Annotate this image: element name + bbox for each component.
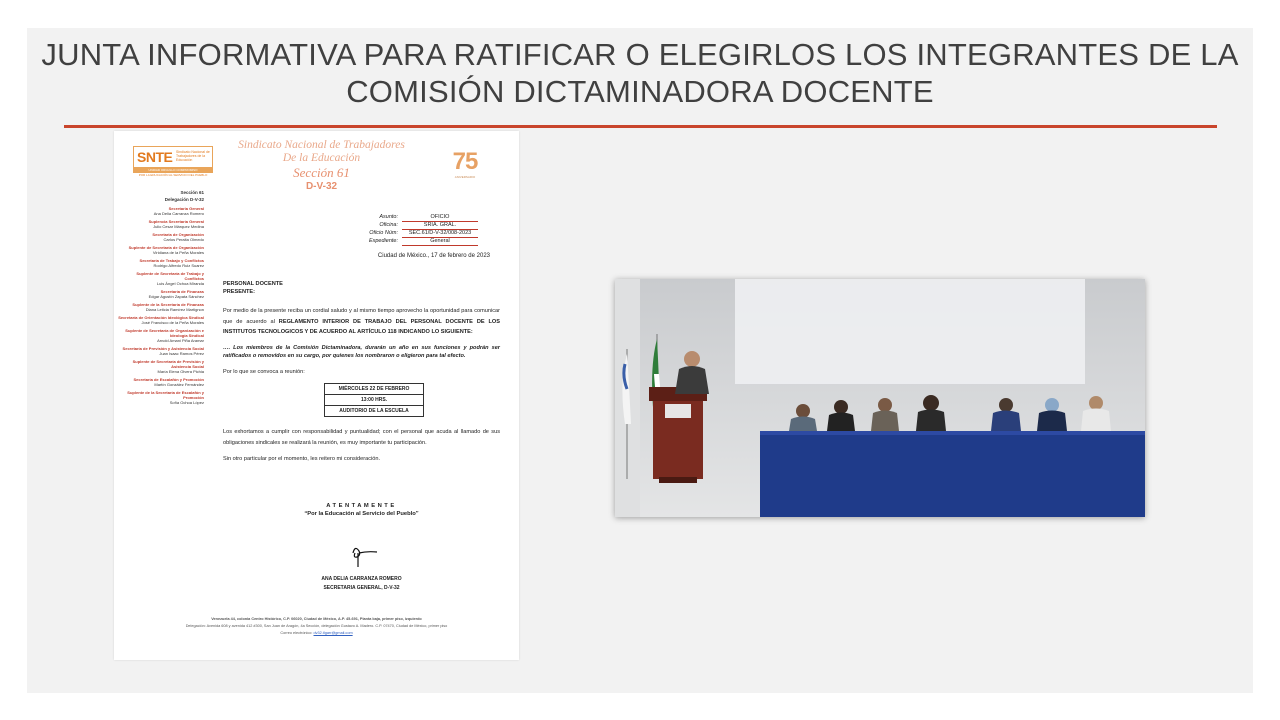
paragraph-2: Los exhortamos a cumplir con responsabilidad y puntualidad; con el personal que acuda al llamado de sus obligaciones sindicales se realizará la reunión, es muy importante tu participación. xyxy=(223,429,500,446)
officer-name: Juan Isaac Ramos Pérez xyxy=(159,351,204,356)
letter-date: Ciudad de México., 17 de febrero de 2023 xyxy=(377,253,490,259)
signer-title: SECRETARIA GENERAL, D-V-32 xyxy=(323,585,400,591)
article-quote: …. Los miembros de la Comisión Dictaminadora, durarán un año en sus funciones y podrán ser ratificados o removidos en su cargo, por quienes los nombraron o eligieron para tal efecto. xyxy=(223,344,500,359)
officer-role: Secretaría de Previsión y Asistencia Social xyxy=(122,346,204,351)
signer-block xyxy=(223,575,500,593)
anniversary-number: 75 xyxy=(452,148,478,175)
anniversary-logo xyxy=(450,149,480,183)
signature-graphic xyxy=(349,543,383,569)
union-heading xyxy=(209,139,434,193)
officer-role: Secretaría de Trabajo y Conflictos xyxy=(139,258,204,263)
officers-sidebar xyxy=(118,189,204,405)
officer-role: Suplente de la Secretaría de Finanzas xyxy=(132,302,204,307)
meta-row-exp xyxy=(354,238,494,246)
officer-name: Carlos Peralta Olmedo xyxy=(163,237,204,242)
officer-role: Suplente de la Secretaría de Escalafón y Promoción xyxy=(127,390,204,400)
projection-screen xyxy=(735,279,1085,384)
officer-role: Suplencia Secretaría General xyxy=(148,219,204,224)
officer-name: Sofía Ochoa López xyxy=(169,400,204,405)
slide-title-line1: JUNTA INFORMATIVA PARA RATIFICAR O ELEGIRLOS LOS INTEGRANTES DE LA xyxy=(41,37,1239,72)
meta-label: Oficio Núm: xyxy=(369,230,398,236)
officer-name: Viridiana de la Peña Morales xyxy=(152,250,204,255)
slide xyxy=(27,28,1253,693)
meta-label: Expediente: xyxy=(368,238,398,244)
officer-name: Edgar Agustín Zapata Sánchez xyxy=(148,294,204,299)
snte-logo xyxy=(133,146,213,176)
paragraph-1 xyxy=(223,306,500,338)
recipient: PERSONAL DOCENTE xyxy=(223,281,283,287)
meta-value: SRIA. GRAL. xyxy=(402,222,478,230)
letter-body xyxy=(223,281,500,471)
slide-title-line2: COMISIÓN DICTAMINADORA DOCENTE xyxy=(346,74,934,109)
closing: ATENTAMENTE xyxy=(326,503,397,509)
logo-tagline: POR LA EDUCACIÓN AL SERVICIO DEL PUEBLO xyxy=(138,173,208,177)
footer-line3 xyxy=(124,630,509,637)
officer-name: José Francisco de la Peña Morales xyxy=(141,320,204,325)
sidebar-section: Sección 61 xyxy=(180,190,204,195)
motto: “Por la Educación al Servicio del Pueblo” xyxy=(304,511,419,517)
meta-row-num xyxy=(354,230,494,238)
meta-row-oficina xyxy=(354,222,494,230)
podium xyxy=(649,387,707,483)
footer-email-link[interactable]: dv32.tlgarr@gmail.com xyxy=(313,631,353,635)
logo-text: SNTE xyxy=(137,149,173,165)
meeting-photo xyxy=(615,279,1145,517)
officer-role: Suplente de Secretaría de Organización xyxy=(128,245,204,250)
letter-document xyxy=(114,131,519,660)
closing-block xyxy=(223,503,500,517)
presente: PRESENTE: xyxy=(223,288,256,295)
union-line1: Sindicato Nacional de Trabajadores xyxy=(238,139,405,151)
sidebar-delegation: Delegación D-V-32 xyxy=(164,197,204,202)
officer-role: Secretaria de Organización xyxy=(152,232,204,237)
meta-value: SEC.61/D-V-32/008-2023 xyxy=(402,230,478,238)
union-line2: De la Educación xyxy=(282,152,361,164)
meeting-box xyxy=(324,383,424,417)
slide-title xyxy=(27,36,1253,110)
convoca-text: Por lo que se convoca a reunión: xyxy=(223,368,305,375)
meta-label: Oficina: xyxy=(379,222,398,228)
paragraph-1-text: Por medio de la presente reciba un cordial saludo y al mismo tiempo aprovecho la oportunidad para comunicar que de acuerdo al xyxy=(223,308,500,325)
footer-email-label: Correo electrónico: xyxy=(280,631,314,635)
union-line4: D-V-32 xyxy=(305,181,338,192)
meeting-photo-scene xyxy=(615,279,1145,517)
logo-subtitle: Sindicato Nacional de Trabajadores de la Educación xyxy=(176,150,210,162)
logo-band: UNIDAD ORGULLO COMPROMISO xyxy=(133,168,213,173)
officer-name: María Elena Olvera Pichia xyxy=(157,369,204,374)
meta-label: Asunto: xyxy=(379,214,398,220)
meta-value: General xyxy=(402,238,478,246)
officer-role: Secretaria General xyxy=(168,206,204,211)
officer-name: Luis Ángel Ochoa Miranda xyxy=(156,281,204,286)
meta-value: OFICIO xyxy=(402,214,478,222)
speaker-body xyxy=(675,366,709,394)
footer-line1: Venezuela 44, colonia Centro Histórico, C.P. 06020, Ciudad de México, A.P. 45-691, Planta baja, primer piso, izquierdo xyxy=(211,617,422,621)
title-divider xyxy=(64,125,1217,128)
officer-role: Suplente de Secretaría de Organización e Ideología Sindical xyxy=(125,328,204,338)
union-line3: Sección 61 xyxy=(293,165,350,180)
meta-row-asunto xyxy=(354,214,494,222)
officer-role: Secretaría de Escalafón y Promoción xyxy=(133,377,204,382)
letter-footer xyxy=(124,616,509,637)
officer-role: Suplente de Secretaría de Previsión y Asistencia Social xyxy=(132,359,204,369)
officer-name: Arnold Amani Piña Aramar xyxy=(157,338,204,343)
paragraph-3: Sin otro particular por el momento, les reitero mi consideración. xyxy=(223,456,381,462)
table-cloth xyxy=(760,431,1145,517)
meeting-day: MIÉRCOLES 22 DE FEBRERO xyxy=(325,384,423,395)
letter-meta xyxy=(354,214,494,246)
officer-name: Ana Delia Carranza Romero xyxy=(153,211,204,216)
officer-role: Suplente de Secretaría de Trabajo y Conflictos xyxy=(136,271,204,281)
officer-name: Diana Leticia Ramírez Martignon xyxy=(145,307,204,312)
officer-name: Julio Cesar Márquez Medina xyxy=(153,224,204,229)
anniversary-sub: ANIVERSARIO xyxy=(454,175,476,179)
footer-line2: Delegación: Avenida 608 y avenida 412 #300, San Juan de Aragón, 4a Sección, delegación Gustavo A. Madero. C.P. 07470, Ciudad de México, primer piso xyxy=(185,624,448,628)
speaker-head xyxy=(684,351,700,367)
signer-name: ANA DELIA CARRANZA ROMERO xyxy=(321,576,402,582)
officer-name: Martín González Fernández xyxy=(154,382,204,387)
paragraph-1-bold: REGLAMENTO INTERIOR DE TRABAJO DEL PERSONAL DOCENTE DE LOS INSTITUTOS TECNOLOGICOS Y DE ACUERDO AL ARTÍCULO 118 INDICANDO LO SIGUIENTE: xyxy=(223,318,501,335)
officers-list xyxy=(118,206,204,405)
meeting-place: AUDITORIO DE LA ESCUELA xyxy=(339,408,409,414)
officer-name: Rodrigo Alfredo Ruiz Suarez xyxy=(153,263,204,268)
officer-role: Secretaría de Orientación Ideológica Sindical xyxy=(118,315,204,320)
meeting-time: 13:00 HRS. xyxy=(325,395,423,406)
officer-role: Secretaría de Finanzas xyxy=(160,289,204,294)
